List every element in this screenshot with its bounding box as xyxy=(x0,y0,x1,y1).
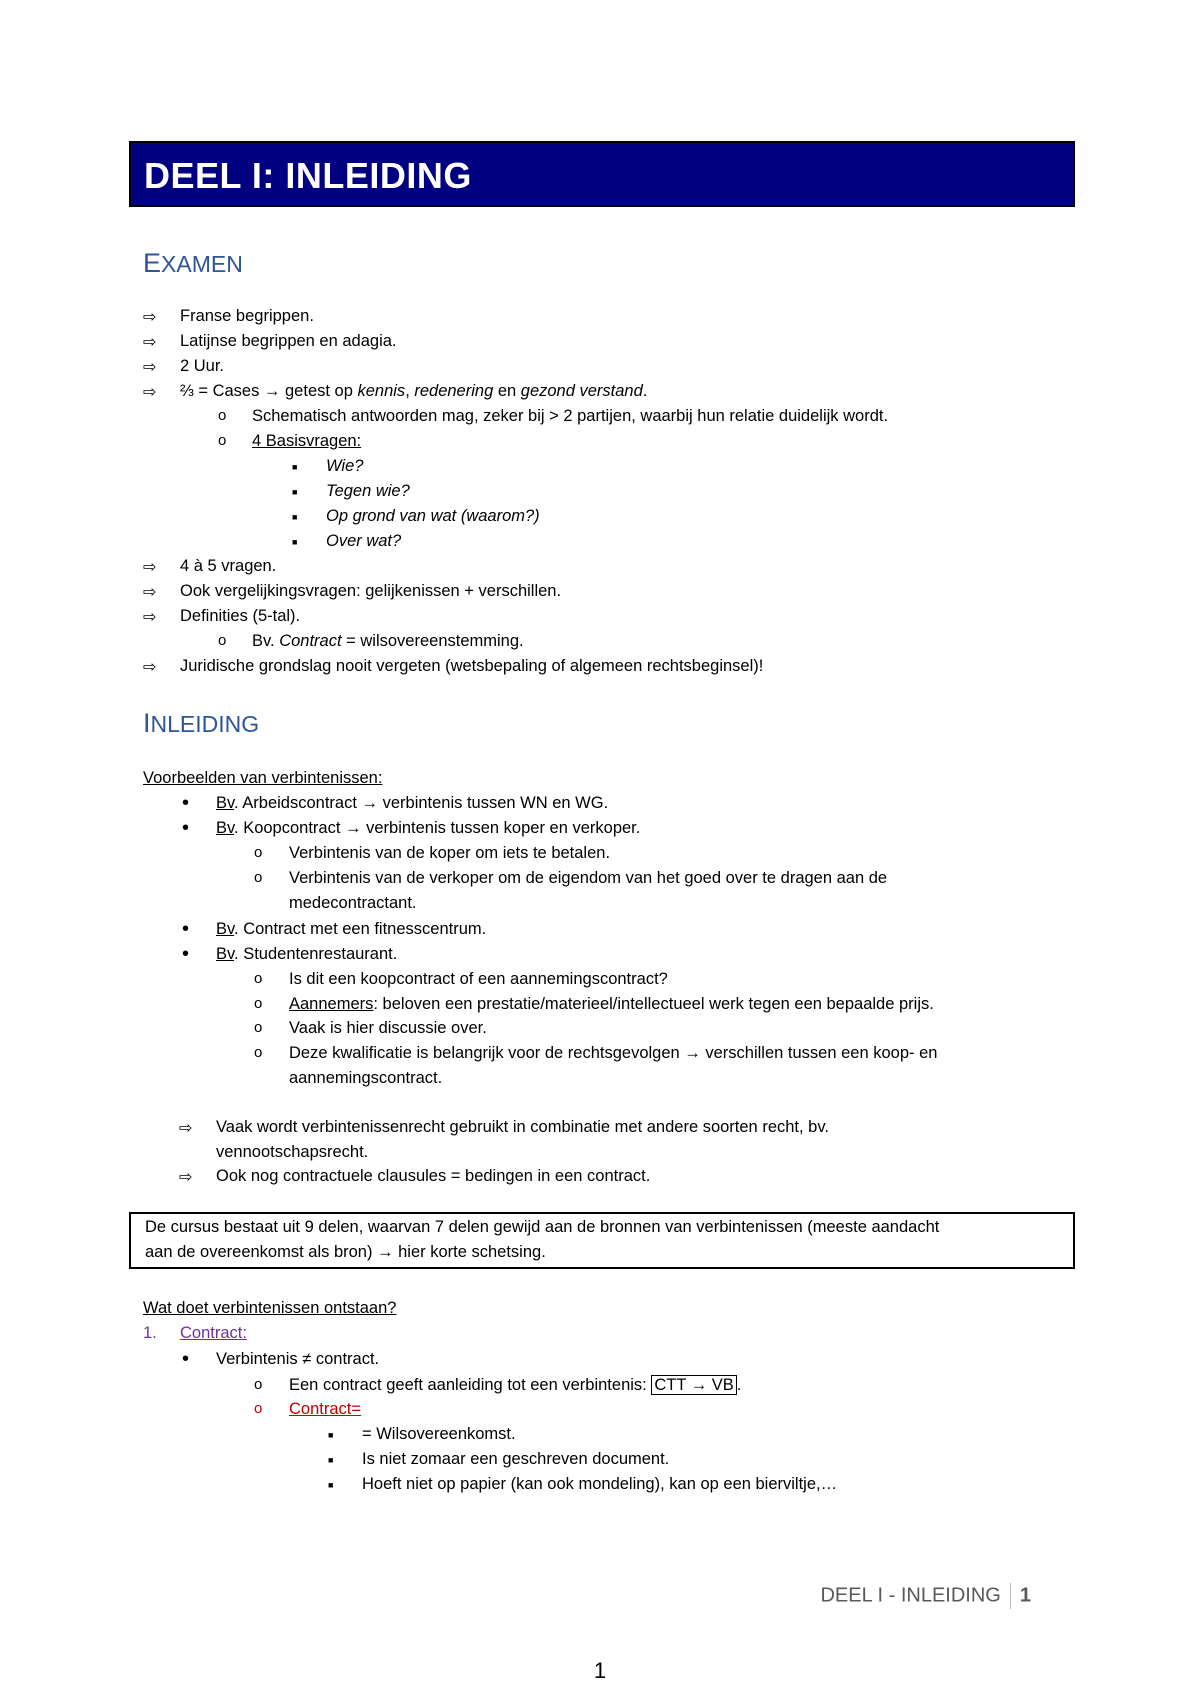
circle-bullet-icon: o xyxy=(254,1376,263,1393)
list-item: Op grond van wat (waarom?) xyxy=(326,507,540,525)
info-box xyxy=(129,1212,1075,1269)
info-box-line: aan de overeenkomst als bron) → hier korte schetsing. xyxy=(145,1243,546,1261)
list-item: Vaak wordt verbintenissenrecht gebruikt in combinatie met andere soorten recht, bv. xyxy=(216,1118,829,1136)
title-banner xyxy=(129,141,1075,207)
list-item: Ook nog contractuele clausules = bedingen in een contract. xyxy=(216,1167,651,1185)
list-item: Juridische grondslag nooit vergeten (wetsbepaling of algemeen rechtsbeginsel)! xyxy=(180,657,764,675)
numbered-item-number: 1. xyxy=(143,1324,157,1342)
circle-bullet-icon: o xyxy=(254,1400,263,1417)
arrow-icon: ⇨ xyxy=(143,309,157,326)
numbered-item-label: Contract: xyxy=(180,1324,247,1342)
square-bullet-icon: ■ xyxy=(292,462,298,472)
square-bullet-icon: ■ xyxy=(328,1480,334,1490)
dot-bullet-icon: • xyxy=(182,943,190,965)
circle-bullet-icon: o xyxy=(254,1044,263,1061)
list-item: Is dit een koopcontract of een aannemingscontract? xyxy=(289,970,668,988)
page-title: DEEL I: INLEIDING xyxy=(144,155,472,196)
list-item: Definities (5-tal). xyxy=(180,607,301,625)
dot-bullet-icon: • xyxy=(182,792,190,814)
list-item: Wie? xyxy=(326,457,364,475)
footer-divider xyxy=(1010,1583,1011,1609)
footer-page-number: 1 xyxy=(1019,1584,1031,1607)
list-item: Bv. Contract = wilsovereenstemming. xyxy=(252,632,524,650)
list-item: Ook vergelijkingsvragen: gelijkenissen + verschillen. xyxy=(180,582,562,600)
list-item: Verbintenis van de verkoper om de eigendom van het goed over te dragen aan de xyxy=(289,869,888,887)
list-item: Bv. Studentenrestaurant. xyxy=(216,945,398,963)
list-item: Bv. Contract met een fitnesscentrum. xyxy=(216,920,487,938)
circle-bullet-icon: o xyxy=(254,844,263,861)
arrow-icon: ⇨ xyxy=(143,359,157,376)
page-number: 1 xyxy=(593,1658,607,1683)
list-item: Latijnse begrippen en adagia. xyxy=(180,332,397,350)
circle-bullet-icon: o xyxy=(254,869,263,886)
dot-bullet-icon: • xyxy=(182,1348,190,1370)
list-item: Verbintenis ≠ contract. xyxy=(216,1350,380,1368)
square-bullet-icon: ■ xyxy=(292,537,298,547)
arrow-icon: ⇨ xyxy=(179,1120,193,1137)
dot-bullet-icon: • xyxy=(182,918,190,940)
circle-bullet-icon: o xyxy=(218,632,227,649)
square-bullet-icon: ■ xyxy=(328,1455,334,1465)
dot-bullet-icon: • xyxy=(182,817,190,839)
section-title: Voorbeelden van verbintenissen: xyxy=(143,769,383,787)
list-item: Contract= xyxy=(289,1400,361,1418)
list-item: 4 Basisvragen: xyxy=(252,432,362,450)
list-item: Vaak is hier discussie over. xyxy=(289,1019,487,1037)
list-item: 2 Uur. xyxy=(180,357,225,375)
list-item: Franse begrippen. xyxy=(180,307,314,325)
info-box-line: De cursus bestaat uit 9 delen, waarvan 7 delen gewijd aan de bronnen van verbintenissen (meeste aandacht xyxy=(145,1218,940,1236)
list-item-continuation: vennootschapsrecht. xyxy=(216,1143,369,1161)
arrow-icon: ⇨ xyxy=(143,609,157,626)
arrow-icon: ⇨ xyxy=(143,659,157,676)
list-item: Bv. Koopcontract → verbintenis tussen koper en verkoper. xyxy=(216,819,641,837)
list-item: = Wilsovereenkomst. xyxy=(362,1425,516,1443)
square-bullet-icon: ■ xyxy=(292,512,298,522)
square-bullet-icon: ■ xyxy=(292,487,298,497)
list-item-continuation: aannemingscontract. xyxy=(289,1069,443,1087)
list-item: Een contract geeft aanleiding tot een verbintenis: CTT → VB . xyxy=(289,1376,742,1394)
list-item: ⅔ = Cases → getest op kennis, redenering en gezond verstand. xyxy=(180,382,648,400)
list-item: Deze kwalificatie is belangrijk voor de rechtsgevolgen → verschillen tussen een koop- en xyxy=(289,1044,938,1062)
list-item: Schematisch antwoorden mag, zeker bij > 2 partijen, waarbij hun relatie duidelijk wordt. xyxy=(252,407,889,425)
circle-bullet-icon: o xyxy=(254,995,263,1012)
footer-label: DEEL I - INLEIDING xyxy=(820,1584,1001,1607)
list-item: Hoeft niet op papier (kan ook mondeling), kan op een bierviltje,… xyxy=(362,1475,838,1493)
section-title: Wat doet verbintenissen ontstaan? xyxy=(143,1299,397,1317)
list-item: Aannemers: beloven een prestatie/materieel/intellectueel werk tegen een bepaalde prijs. xyxy=(289,995,934,1013)
square-bullet-icon: ■ xyxy=(328,1430,334,1440)
circle-bullet-icon: o xyxy=(218,407,227,424)
circle-bullet-icon: o xyxy=(218,432,227,449)
arrow-icon: ⇨ xyxy=(143,559,157,576)
ctt-vb-box: CTT → VB xyxy=(651,1375,736,1395)
list-item: 4 à 5 vragen. xyxy=(180,557,277,575)
list-item: Is niet zomaar een geschreven document. xyxy=(362,1450,670,1468)
arrow-icon: ⇨ xyxy=(143,584,157,601)
list-item: Bv. Arbeidscontract → verbintenis tussen WN en WG. xyxy=(216,794,609,812)
circle-bullet-icon: o xyxy=(254,970,263,987)
list-item-continuation: medecontractant. xyxy=(289,894,417,912)
arrow-icon: ⇨ xyxy=(179,1169,193,1186)
heading-examen: EXAMEN xyxy=(143,248,243,278)
list-item: Verbintenis van de koper om iets te betalen. xyxy=(289,844,611,862)
page-footer xyxy=(820,1583,1031,1609)
arrow-icon: ⇨ xyxy=(143,334,157,351)
arrow-icon: ⇨ xyxy=(143,384,157,401)
list-item: Tegen wie? xyxy=(326,482,410,500)
list-item: Over wat? xyxy=(326,532,402,550)
heading-inleiding: INLEIDING xyxy=(143,708,260,738)
circle-bullet-icon: o xyxy=(254,1019,263,1036)
